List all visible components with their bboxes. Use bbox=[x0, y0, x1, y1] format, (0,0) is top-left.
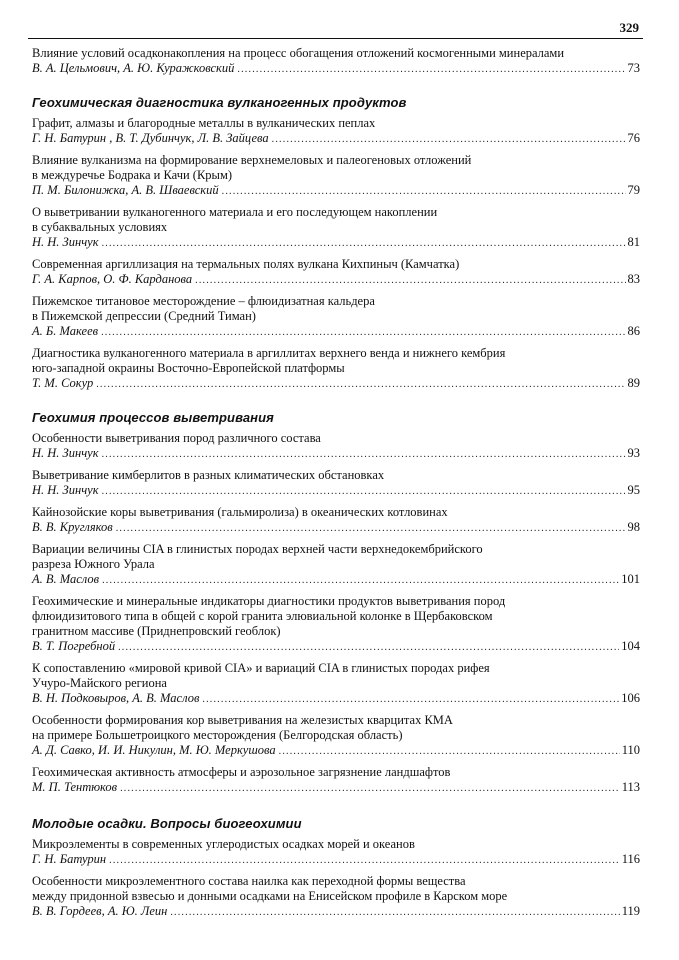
toc-entry[interactable] bbox=[32, 205, 640, 251]
entry-author-line bbox=[32, 743, 640, 759]
toc-entry[interactable] bbox=[32, 116, 640, 147]
entry-page-number[interactable]: 86 bbox=[627, 324, 640, 338]
entry-page-number[interactable]: 76 bbox=[627, 131, 640, 145]
entry-title: О выветривании вулканогенного материала и его последующем накоплении в субаквальных условиях bbox=[32, 205, 438, 234]
entry-author-line bbox=[32, 852, 640, 868]
entry-page-number[interactable]: 113 bbox=[621, 780, 640, 794]
toc-section bbox=[32, 46, 640, 77]
entry-authors: В. В. Кругляков bbox=[32, 520, 113, 534]
section-title: Геохимическая диагностика вулканогенных продуктов bbox=[32, 95, 407, 110]
page-number: 329 bbox=[619, 20, 639, 35]
entry-authors: А. Б. Макеев bbox=[32, 324, 99, 338]
entry-authors: А. В. Маслов bbox=[32, 572, 100, 586]
toc-entry[interactable] bbox=[32, 505, 640, 536]
entry-authors: Г. А. Карпов, О. Ф. Карданова bbox=[32, 272, 193, 286]
entry-page-number[interactable]: 79 bbox=[627, 183, 640, 197]
entry-page-number[interactable]: 89 bbox=[627, 376, 640, 390]
toc-entry[interactable] bbox=[32, 46, 640, 77]
entry-title: Геохимические и минеральные индикаторы диагностики продуктов выветривания пород флюидизитового типа в общей с корой гранита элювиальной колонке в Щербаковском гранитном массиве (Приднепровский геоблок) bbox=[32, 594, 506, 638]
dot-leader bbox=[102, 236, 626, 251]
entry-page-number[interactable]: 95 bbox=[627, 483, 640, 497]
toc-entry[interactable] bbox=[32, 294, 640, 340]
dot-leader bbox=[102, 484, 626, 499]
entry-author-line bbox=[32, 61, 640, 77]
entry-title: Графит, алмазы и благородные металлы в вулканических пеплах bbox=[32, 116, 376, 130]
entry-author-line bbox=[32, 780, 640, 796]
entry-authors: А. Д. Савко, И. И. Никулин, М. Ю. Меркушова bbox=[32, 743, 276, 757]
entry-author-line bbox=[32, 183, 640, 199]
entry-authors: Н. Н. Зинчук bbox=[32, 235, 99, 249]
entry-title: Диагностика вулканогенного материала в аргиллитах верхнего венда и нижнего кембрия юго-западной окраины Восточно-Европейской платформы bbox=[32, 346, 506, 375]
entry-author-line bbox=[32, 235, 640, 251]
toc-entry[interactable] bbox=[32, 346, 640, 392]
entry-author-line bbox=[32, 376, 640, 392]
entry-page-number[interactable]: 110 bbox=[621, 743, 640, 757]
entry-page-number[interactable]: 98 bbox=[627, 520, 640, 534]
entry-page-number[interactable]: 73 bbox=[627, 61, 640, 75]
toc-section bbox=[32, 816, 640, 920]
entry-authors: П. М. Билонижка, А. В. Шваевский bbox=[32, 183, 219, 197]
entry-title: Влияние условий осадконакопления на процесс обогащения отложений космогенными минералами bbox=[32, 46, 565, 60]
entry-author-line bbox=[32, 520, 640, 536]
toc-entry[interactable] bbox=[32, 542, 640, 588]
entry-title: К сопоставлению «мировой кривой CIA» и вариаций CIA в глинистых породах рифея Учуро-Майского региона bbox=[32, 661, 490, 690]
entry-title: Особенности микроэлементного состава наилка как переходной формы вещества между придонной взвесью и донными осадками на Енисейском профиле в Карском море bbox=[32, 874, 508, 903]
dot-leader bbox=[102, 447, 626, 462]
entry-title: Микроэлементы в современных углеродистых осадках морей и океанов bbox=[32, 837, 415, 851]
dot-leader bbox=[202, 692, 619, 707]
dot-leader bbox=[116, 521, 626, 536]
toc-entry[interactable] bbox=[32, 431, 640, 462]
entry-authors: В. Н. Подковыров, А. В. Маслов bbox=[32, 691, 200, 705]
entry-page-number[interactable]: 106 bbox=[621, 691, 640, 705]
entry-page-number[interactable]: 93 bbox=[627, 446, 640, 460]
toc-entry[interactable] bbox=[32, 661, 640, 707]
header-rule bbox=[28, 38, 643, 39]
toc-entry[interactable] bbox=[32, 153, 640, 199]
toc-entry[interactable] bbox=[32, 713, 640, 759]
section-title: Геохимия процессов выветривания bbox=[32, 410, 274, 425]
entry-author-line bbox=[32, 272, 640, 288]
entry-author-line bbox=[32, 572, 640, 588]
entry-title: Современная аргиллизация на термальных полях вулкана Кихпиныч (Камчатка) bbox=[32, 257, 460, 271]
dot-leader bbox=[237, 62, 625, 77]
dot-leader bbox=[222, 184, 626, 199]
entry-title: Особенности выветривания пород различного состава bbox=[32, 431, 321, 445]
dot-leader bbox=[272, 132, 626, 147]
dot-leader bbox=[120, 781, 620, 796]
toc-entry[interactable] bbox=[32, 468, 640, 499]
entry-title: Особенности формирования кор выветривания на железистых кварцитах КМА на примере Большетроицкого месторождения (Белгородская область) bbox=[32, 713, 453, 742]
dot-leader bbox=[101, 325, 625, 340]
entry-title: Выветривание кимберлитов в разных климатических обстановках bbox=[32, 468, 385, 482]
entry-authors: Н. Н. Зинчук bbox=[32, 483, 99, 497]
toc-section bbox=[32, 95, 640, 392]
dot-leader bbox=[118, 640, 619, 655]
entry-author-line bbox=[32, 446, 640, 462]
dot-leader bbox=[96, 377, 625, 392]
entry-title: Геохимическая активность атмосферы и аэрозольное загрязнение ландшафтов bbox=[32, 765, 451, 779]
entry-author-line bbox=[32, 691, 640, 707]
entry-authors: Г. Н. Батурин bbox=[32, 852, 107, 866]
dot-leader bbox=[109, 853, 620, 868]
dot-leader bbox=[195, 273, 625, 288]
entry-author-line bbox=[32, 904, 640, 920]
entry-page-number[interactable]: 101 bbox=[621, 572, 640, 586]
entry-author-line bbox=[32, 483, 640, 499]
entry-page-number[interactable]: 116 bbox=[621, 852, 640, 866]
dot-leader bbox=[170, 905, 619, 920]
entry-author-line bbox=[32, 639, 640, 655]
toc-section bbox=[32, 410, 640, 796]
entry-authors: В. А. Цельмович, А. Ю. Куражковский bbox=[32, 61, 235, 75]
entry-authors: Т. М. Сокур bbox=[32, 376, 94, 390]
entry-author-line bbox=[32, 131, 640, 147]
toc-entry[interactable] bbox=[32, 837, 640, 868]
entry-title: Кайнозойские коры выветривания (гальмиролиза) в океанических котловинах bbox=[32, 505, 448, 519]
entry-title: Вариации величины CIA в глинистых породах верхней части верхнедокембрийского разреза Южного Урала bbox=[32, 542, 483, 571]
dot-leader bbox=[102, 573, 619, 588]
entry-authors: Н. Н. Зинчук bbox=[32, 446, 99, 460]
entry-page-number[interactable]: 104 bbox=[621, 639, 640, 653]
entry-title: Пижемское титановое месторождение – флюидизатная кальдера в Пижемской депрессии (Средний Тиман) bbox=[32, 294, 375, 323]
entry-authors: В. В. Гордеев, А. Ю. Леин bbox=[32, 904, 168, 918]
toc-entry[interactable] bbox=[32, 874, 640, 920]
toc-entry[interactable] bbox=[32, 765, 640, 796]
dot-leader bbox=[279, 744, 620, 759]
entry-authors: М. П. Тентюков bbox=[32, 780, 118, 794]
entry-page-number[interactable]: 83 bbox=[627, 272, 640, 286]
section-title: Молодые осадки. Вопросы биогеохимии bbox=[32, 816, 302, 831]
toc-entry[interactable] bbox=[32, 594, 640, 655]
table-of-contents bbox=[32, 46, 640, 926]
toc-entry[interactable] bbox=[32, 257, 640, 288]
entry-authors: В. Т. Погребной bbox=[32, 639, 116, 653]
entry-page-number[interactable]: 119 bbox=[621, 904, 640, 918]
entry-page-number[interactable]: 81 bbox=[627, 235, 640, 249]
entry-title: Влияние вулканизма на формирование верхнемеловых и палеогеновых отложений в междуречье Бодрака и Качи (Крым) bbox=[32, 153, 472, 182]
entry-author-line bbox=[32, 324, 640, 340]
entry-authors: Г. Н. Батурин , В. Т. Дубинчук, Л. В. Зайцева bbox=[32, 131, 269, 145]
